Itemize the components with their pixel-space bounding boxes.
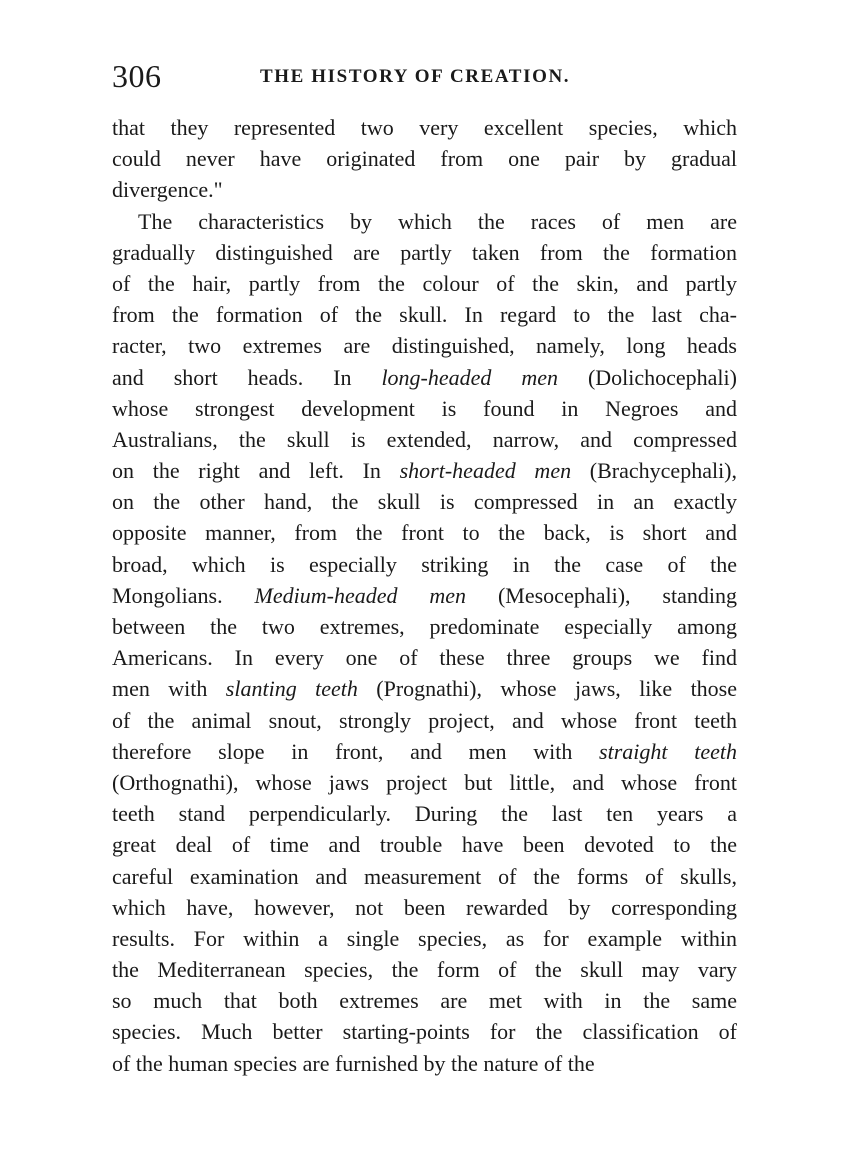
text-line [112, 1048, 737, 1079]
italic-phrase: slanting teeth [225, 676, 358, 702]
text-line [112, 892, 737, 923]
text-run: (Brachycephali), [571, 458, 738, 484]
text-line [112, 424, 737, 455]
text-run: on the right and left. In [112, 458, 400, 484]
text-line [112, 299, 737, 330]
text-line [112, 393, 737, 424]
text-run: therefore slope in front, and men with [112, 738, 600, 764]
text-line [112, 985, 737, 1016]
text-line [112, 829, 737, 860]
text-run: of the human species are furnished by the nature of the [112, 1050, 595, 1076]
text-run: (Mesocephali), standing [466, 582, 737, 608]
italic-phrase: Medium-headed men [254, 582, 467, 608]
text-line [112, 611, 737, 642]
text-line [112, 330, 737, 361]
text-line [112, 705, 737, 736]
italic-phrase: short-headed men [399, 458, 572, 484]
text-run: of the hair, partly from the colour of the skin, and partly [112, 270, 737, 296]
text-line [112, 736, 737, 767]
text-run: which have, however, not been rewarded by corresponding [112, 894, 737, 920]
text-line [112, 174, 737, 205]
text-line [112, 517, 737, 548]
text-run: of the animal snout, strongly project, and whose front teeth [112, 707, 737, 733]
text-line [112, 580, 737, 611]
text-run: men with [112, 676, 226, 702]
text-run: results. For within a single species, as for example within [112, 925, 737, 951]
text-run: teeth stand perpendicularly. During the last ten years a [112, 801, 737, 827]
text-run: Americans. In every one of these three groups we find [112, 645, 737, 671]
text-run: racter, two extremes are distinguished, namely, long heads [112, 333, 737, 359]
text-line [112, 549, 737, 580]
text-run: from the formation of the skull. In regard to the last cha- [112, 302, 737, 328]
text-line [112, 861, 737, 892]
text-run: could never have originated from one pair by gradual [112, 146, 737, 172]
text-run: divergence." [112, 177, 223, 203]
text-run: opposite manner, from the front to the back, is short and [112, 520, 737, 546]
text-line [112, 486, 737, 517]
text-line [112, 954, 737, 985]
text-run: (Dolichocephali) [558, 364, 737, 390]
text-line [112, 798, 737, 829]
text-run: The characteristics by which the races of men are [138, 208, 737, 234]
text-line [112, 1016, 737, 1047]
text-run: Australians, the skull is extended, narrow, and compressed [112, 426, 737, 452]
text-line [112, 767, 737, 798]
text-line [112, 143, 737, 174]
text-run: great deal of time and trouble have been devoted to the [112, 832, 737, 858]
page-number: 306 [112, 58, 162, 94]
text-run: species. Much better starting-points for the classification of [112, 1019, 737, 1045]
text-run: Mongolians. [112, 582, 255, 608]
text-line [112, 455, 737, 486]
text-line [112, 642, 737, 673]
text-line [112, 268, 737, 299]
text-line [112, 237, 737, 268]
text-line [112, 206, 737, 237]
text-run: whose strongest development is found in Negroes and [112, 395, 737, 421]
italic-phrase: straight teeth [599, 738, 737, 764]
text-run: (Prognathi), whose jaws, like those [357, 676, 738, 702]
text-run: that they represented two very excellent species, which [112, 115, 737, 140]
text-run: so much that both extremes are met with in the same [112, 988, 737, 1014]
text-run: on the other hand, the skull is compressed in an exactly [112, 489, 737, 515]
text-run: and short heads. In [112, 364, 382, 390]
text-line [112, 923, 737, 954]
body-text [112, 112, 737, 1079]
text-line [112, 362, 737, 393]
text-run: gradually distinguished are partly taken from the formation [112, 239, 737, 265]
italic-phrase: long-headed men [381, 364, 558, 390]
text-run: broad, which is especially striking in the case of the [112, 551, 737, 577]
text-line [112, 673, 737, 704]
text-run: (Orthognathi), whose jaws project but little, and whose front [112, 769, 737, 795]
text-line [112, 112, 737, 143]
text-run: between the two extremes, predominate especially among [112, 614, 737, 639]
text-run: the Mediterranean species, the form of the skull may vary [112, 957, 737, 983]
text-run: careful examination and measurement of the forms of skulls, [112, 863, 737, 889]
running-title: THE HISTORY OF CREATION. [260, 66, 571, 87]
running-head [112, 56, 737, 96]
